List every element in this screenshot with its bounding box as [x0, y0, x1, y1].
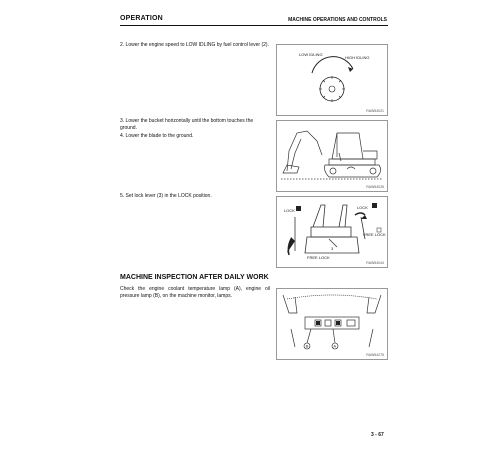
oil-pressure-lamp-icon [336, 321, 340, 325]
inspection-paragraph: Check the engine coolant temperature lamp (A), engine oil pressure lamp (B), on the machine monitor, lamps. [120, 286, 270, 299]
callout-b: B [305, 343, 309, 349]
step-3-text: 3. Lower the bucket horizontally until the bottom touches the ground. [120, 118, 254, 131]
callout-a: A [333, 343, 337, 349]
page-number: 3 - 67 [371, 432, 384, 438]
step-2-text: 2. Lower the engine speed to LOW IDLING by fuel control lever (2). [120, 42, 269, 48]
excavator-drawing [277, 121, 387, 191]
padlock-icon [372, 203, 377, 208]
figure-code: RAW54044 [366, 261, 384, 265]
high-idling-label: HIGH IDLING [345, 55, 370, 60]
lock-lever-drawing [277, 197, 387, 267]
padlock-icon [296, 206, 301, 211]
free-lock-bottom-label: FREE LOCK [307, 255, 330, 260]
chapter-title: MACHINE OPERATIONS AND CONTROLS [288, 17, 387, 23]
monitor-figure [276, 288, 388, 360]
monitor-drawing [277, 289, 387, 359]
low-idling-label: LOW IDLING [299, 52, 323, 57]
step-5-text: 5. Set lock lever (3) in the LOCK position. [120, 193, 212, 199]
callout-3: 3 [331, 246, 334, 251]
fuel-control-figure [276, 44, 388, 116]
section-title: OPERATION [120, 15, 163, 22]
figure-code: RAW54025 [366, 185, 384, 189]
unlock-icon [377, 228, 381, 232]
section-heading: MACHINE INSPECTION AFTER DAILY WORK [120, 274, 269, 281]
figure-code: RAW54021 [366, 109, 384, 113]
excavator-figure [276, 120, 388, 192]
lock-left-label: LOCK [284, 208, 295, 213]
figure-code: RAW54275 [366, 353, 384, 357]
lock-right-label: LOCK [357, 205, 368, 210]
coolant-lamp-icon [316, 321, 320, 325]
free-lock-right-label: FREE LOCK [363, 232, 386, 237]
fuel-control-drawing [277, 45, 387, 115]
lock-lever-figure [276, 196, 388, 268]
header-rule [120, 25, 388, 26]
step-4-text: 4. Lower the blade to the ground. [120, 133, 194, 139]
